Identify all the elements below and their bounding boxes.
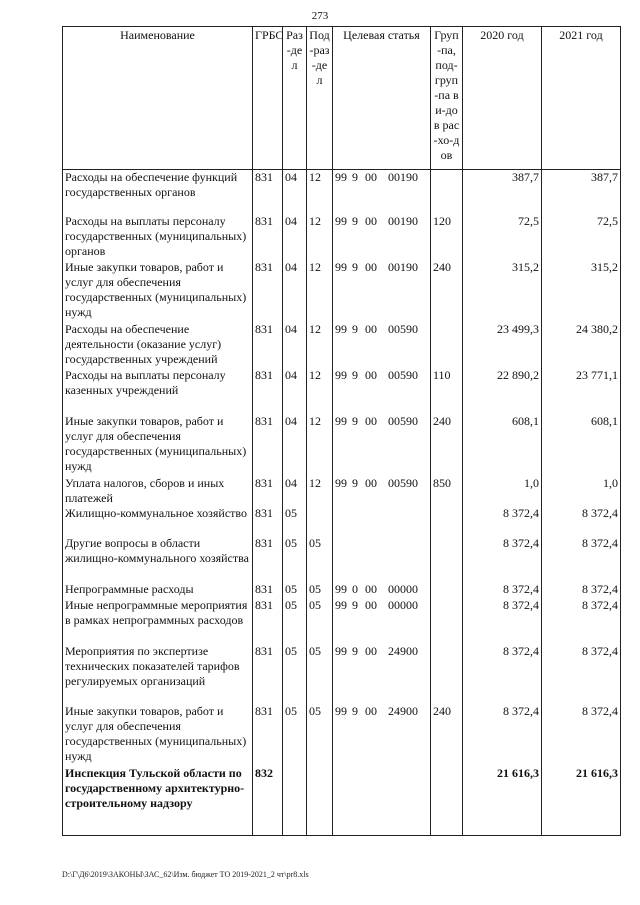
target-program: 99: [335, 367, 347, 382]
row-2021: 387,7: [542, 170, 621, 214]
row-razdel: 04: [283, 368, 307, 414]
target-program: 99: [335, 213, 347, 228]
header-2021: 2021 год: [542, 27, 621, 170]
table-row: [63, 414, 621, 476]
row-grbs: 831: [253, 260, 283, 322]
row-name: Расходы на обеспечение деятельности (оказание услуг) государственных учреждений: [63, 322, 253, 368]
target-subprogram: 0: [352, 581, 358, 596]
row-target: [333, 536, 431, 582]
row-expense-group: [431, 598, 463, 644]
row-name: Другие вопросы в области жилищно-коммунального хозяйства: [63, 536, 253, 582]
row-2020: 8 372,4: [463, 582, 542, 598]
row-razdel: [283, 766, 307, 836]
target-subprogram: 9: [352, 259, 358, 274]
row-razdel: 04: [283, 214, 307, 260]
row-podrazdel: 12: [307, 368, 333, 414]
target-code: 24900: [388, 643, 418, 658]
row-razdel: 05: [283, 644, 307, 704]
row-podrazdel: [307, 766, 333, 836]
row-2020: 1,0: [463, 476, 542, 506]
row-razdel: 05: [283, 582, 307, 598]
row-razdel: 05: [283, 506, 307, 536]
table-row: [63, 704, 621, 766]
row-podrazdel: 12: [307, 170, 333, 214]
row-name: Расходы на выплаты персоналу государственных (муниципальных) органов: [63, 214, 253, 260]
row-name: Иные закупки товаров, работ и услуг для обеспечения государственных (муниципальных) нужд: [63, 414, 253, 476]
target-code: 00590: [388, 475, 418, 490]
row-podrazdel: 12: [307, 414, 333, 476]
row-podrazdel: 05: [307, 536, 333, 582]
table-row: [63, 506, 621, 536]
row-target: [333, 506, 431, 536]
table-header-row: [63, 27, 621, 170]
row-grbs: 831: [253, 582, 283, 598]
target-program: 99: [335, 259, 347, 274]
target-code: 00190: [388, 170, 418, 184]
target-program: 99: [335, 321, 347, 336]
target-program: 99: [335, 703, 347, 718]
target-direction: 00: [365, 643, 377, 658]
row-expense-group: [431, 766, 463, 836]
row-expense-group: [431, 322, 463, 368]
row-podrazdel: 05: [307, 644, 333, 704]
row-2021: 24 380,2: [542, 322, 621, 368]
target-direction: 00: [365, 475, 377, 490]
row-grbs: 831: [253, 414, 283, 476]
target-code: 00590: [388, 413, 418, 428]
target-direction: 00: [365, 213, 377, 228]
row-2020: 23 499,3: [463, 322, 542, 368]
target-subprogram: 9: [352, 597, 358, 612]
row-name: Иные непрограммные мероприятия в рамках непрограммных расходов: [63, 598, 253, 644]
row-2020: 8 372,4: [463, 536, 542, 582]
row-2020: 72,5: [463, 214, 542, 260]
row-2021: 1,0: [542, 476, 621, 506]
row-2021: 8 372,4: [542, 598, 621, 644]
target-program: 99: [335, 413, 347, 428]
row-2020: 315,2: [463, 260, 542, 322]
target-program: 99: [335, 170, 347, 184]
target-code: 00000: [388, 581, 418, 596]
row-razdel: 04: [283, 322, 307, 368]
table-row: [63, 214, 621, 260]
row-target: [333, 582, 431, 598]
target-subprogram: 9: [352, 170, 358, 184]
row-target: [333, 368, 431, 414]
row-target: [333, 644, 431, 704]
target-program: 99: [335, 581, 347, 596]
row-grbs: 831: [253, 506, 283, 536]
row-expense-group: 110: [431, 368, 463, 414]
row-podrazdel: 12: [307, 214, 333, 260]
row-expense-group: 850: [431, 476, 463, 506]
header-group: [431, 27, 463, 170]
row-grbs: 831: [253, 644, 283, 704]
row-target: [333, 170, 431, 214]
table-row: [63, 766, 621, 836]
row-2020: 22 890,2: [463, 368, 542, 414]
header-razdel: Раз-дел: [283, 27, 307, 170]
row-target: [333, 598, 431, 644]
row-name: Мероприятия по экспертизе технических показателей тарифов регулируемых организаций: [63, 644, 253, 704]
row-expense-group: 120: [431, 214, 463, 260]
row-expense-group: 240: [431, 414, 463, 476]
table-row: [63, 582, 621, 598]
table-row: [63, 260, 621, 322]
row-expense-group: 240: [431, 260, 463, 322]
row-target: [333, 476, 431, 506]
target-subprogram: 9: [352, 475, 358, 490]
row-2021: 72,5: [542, 214, 621, 260]
target-direction: 00: [365, 413, 377, 428]
target-program: 99: [335, 475, 347, 490]
row-2021: 8 372,4: [542, 536, 621, 582]
row-target: [333, 704, 431, 766]
target-direction: 00: [365, 367, 377, 382]
target-direction: 00: [365, 597, 377, 612]
row-grbs: 831: [253, 214, 283, 260]
row-name: Непрограммные расходы: [63, 582, 253, 598]
row-razdel: 05: [283, 704, 307, 766]
row-podrazdel: [307, 506, 333, 536]
row-2021: 8 372,4: [542, 644, 621, 704]
header-group-text: Груп-па, под-груп-па ви-дов рас-хо-дов: [433, 28, 460, 162]
row-name: Инспекция Тульской области по государственному архитектурно-строительному надзору: [63, 766, 253, 836]
target-direction: 00: [365, 259, 377, 274]
row-podrazdel: 05: [307, 582, 333, 598]
row-name: Расходы на выплаты персоналу казенных учреждений: [63, 368, 253, 414]
page-number: 273: [311, 10, 329, 22]
row-expense-group: 240: [431, 704, 463, 766]
target-subprogram: 9: [352, 643, 358, 658]
row-podrazdel: 05: [307, 598, 333, 644]
target-direction: 00: [365, 321, 377, 336]
row-2021: 315,2: [542, 260, 621, 322]
header-grbs: ГРБС: [253, 27, 283, 170]
table-row: [63, 644, 621, 704]
row-2021: 608,1: [542, 414, 621, 476]
table-row: [63, 476, 621, 506]
row-expense-group: [431, 536, 463, 582]
row-name: Иные закупки товаров, работ и услуг для обеспечения государственных (муниципальных) нужд: [63, 704, 253, 766]
table-row: [63, 170, 621, 214]
row-2020: 8 372,4: [463, 704, 542, 766]
row-2020: 8 372,4: [463, 644, 542, 704]
target-subprogram: 9: [352, 413, 358, 428]
row-podrazdel: 12: [307, 476, 333, 506]
row-2021: 8 372,4: [542, 704, 621, 766]
row-target: [333, 414, 431, 476]
row-target: [333, 214, 431, 260]
row-grbs: 831: [253, 704, 283, 766]
row-name: Иные закупки товаров, работ и услуг для обеспечения государственных (муниципальных) нужд: [63, 260, 253, 322]
row-grbs: 831: [253, 170, 283, 214]
row-2021: 23 771,1: [542, 368, 621, 414]
target-direction: 00: [365, 170, 377, 184]
row-name: Расходы на обеспечение функций государственных органов: [63, 170, 253, 214]
row-razdel: 04: [283, 414, 307, 476]
target-program: 99: [335, 597, 347, 612]
row-2020: 608,1: [463, 414, 542, 476]
target-subprogram: 9: [352, 321, 358, 336]
row-expense-group: [431, 644, 463, 704]
target-program: 99: [335, 643, 347, 658]
target-direction: 00: [365, 581, 377, 596]
row-podrazdel: 12: [307, 260, 333, 322]
header-2020: 2020 год: [463, 27, 542, 170]
target-subprogram: 9: [352, 703, 358, 718]
row-target: [333, 322, 431, 368]
row-expense-group: [431, 582, 463, 598]
row-grbs: 832: [253, 766, 283, 836]
row-podrazdel: 05: [307, 704, 333, 766]
target-code: 00590: [388, 367, 418, 382]
target-code: 00190: [388, 259, 418, 274]
row-razdel: 05: [283, 536, 307, 582]
row-2020: 8 372,4: [463, 598, 542, 644]
target-direction: 00: [365, 703, 377, 718]
row-grbs: 831: [253, 322, 283, 368]
table-row: [63, 368, 621, 414]
header-name: Наименование: [63, 27, 253, 170]
row-2021: 8 372,4: [542, 506, 621, 536]
row-razdel: 04: [283, 260, 307, 322]
row-target: [333, 260, 431, 322]
row-2020: 387,7: [463, 170, 542, 214]
row-podrazdel: 12: [307, 322, 333, 368]
table-row: [63, 598, 621, 644]
row-expense-group: [431, 506, 463, 536]
target-code: 24900: [388, 703, 418, 718]
row-grbs: 831: [253, 476, 283, 506]
table-row: [63, 536, 621, 582]
table-row: [63, 322, 621, 368]
target-code: 00590: [388, 321, 418, 336]
row-2020: 8 372,4: [463, 506, 542, 536]
file-path-footer: D:\Г\Д6\2019\ЗАКОНЫ\ЗАС_62\Изм. бюджет ТО 2019-2021_2 чт\pr8.xls: [62, 870, 309, 879]
row-razdel: 04: [283, 476, 307, 506]
target-subprogram: 9: [352, 213, 358, 228]
row-name: Уплата налогов, сборов и иных платежей: [63, 476, 253, 506]
target-code: 00000: [388, 597, 418, 612]
row-razdel: 05: [283, 598, 307, 644]
row-expense-group: [431, 170, 463, 214]
target-subprogram: 9: [352, 367, 358, 382]
budget-table: [62, 26, 621, 836]
row-name: Жилищно-коммунальное хозяйство: [63, 506, 253, 536]
row-grbs: 831: [253, 598, 283, 644]
row-grbs: 831: [253, 368, 283, 414]
row-target: [333, 766, 431, 836]
row-2020: 21 616,3: [463, 766, 542, 836]
row-2021: 21 616,3: [542, 766, 621, 836]
header-target: Целевая статья: [333, 27, 431, 170]
target-code: 00190: [388, 213, 418, 228]
row-2021: 8 372,4: [542, 582, 621, 598]
header-podrazdel: Под-раз-дел: [307, 27, 333, 170]
row-razdel: 04: [283, 170, 307, 214]
row-grbs: 831: [253, 536, 283, 582]
